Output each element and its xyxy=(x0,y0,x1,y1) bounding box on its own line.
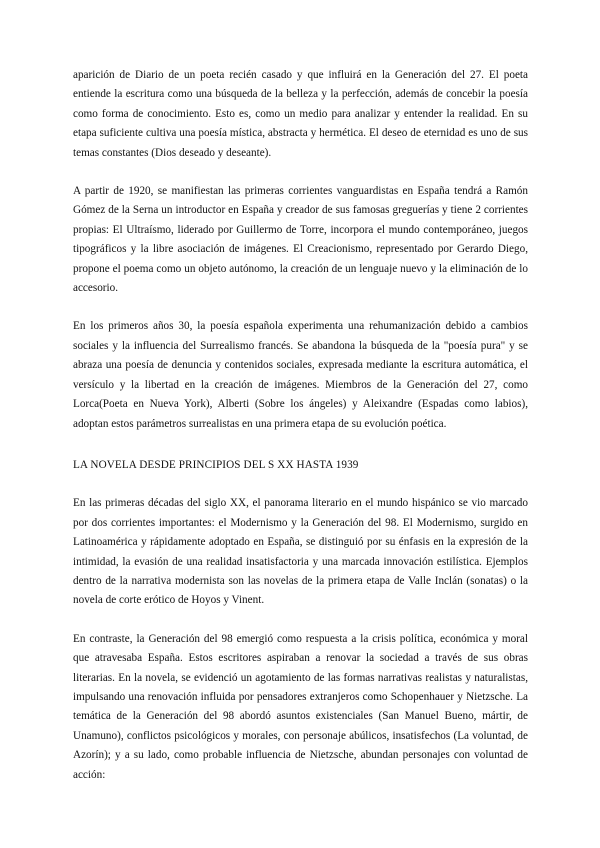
document-page xyxy=(73,66,528,804)
section-heading: LA NOVELA DESDE PRINCIPIOS DEL S XX HASTA 1939 xyxy=(73,458,359,471)
paragraph: A partir de 1920, se manifiestan las primeras corrientes vanguardistas en España tendrá a Ramón Gómez de la Serna un introductor en España y creador de sus famosas greguerías y tiene 2 corrientes propias: El Ultraísmo, liderado por Guillermo de Torre, incorpora el mundo contemporáneo, juegos tipográficos y la libre asociación de imágenes. El Creacionismo, representado por Gerardo Diego, propone el poema como un objeto autónomo, la creación de un lenguaje nuevo y la eliminación de lo accesorio. xyxy=(73,185,528,295)
paragraph: En contraste, la Generación del 98 emergió como respuesta a la crisis política, económica y moral que atravesaba España. Estos escritores aspiraban a renovar la sociedad a través de sus obras literarias. En la novela, se evidenció un agotamiento de las formas narrativas realistas y naturalistas, impulsando una renovación influida por pensadores extranjeros como Schopenhauer y Nietzsche. La temática de la Generación del 98 abordó asuntos existenciales (San Manuel Bueno, mártir, de Unamuno), conflictos psicológicos y morales, con personaje abúlicos, insatisfechos (La voluntad, de Azorín); y a su lado, como probable influencia de Nietzsche, abundan personajes con voluntad de acción: xyxy=(73,632,528,781)
paragraph: En las primeras décadas del siglo XX, el panorama literario en el mundo hispánico se vio marcado por dos corrientes importantes: el Modernismo y la Generación del 98. El Modernismo, surgido en Latinoamérica y rápidamente adoptado en España, se distinguió por su énfasis en la expresión de la intimidad, la evasión de una realidad insatisfactoria y una marcada innovación estilística. Ejemplos dentro de la narrativa modernista son las novelas de la primera etapa de Valle Inclán (sonatas) o la novela de corte erótico de Hoyos y Vinent. xyxy=(73,497,528,607)
paragraph: En los primeros años 30, la poesía española experimenta una rehumanización debido a cambios sociales y la influencia del Surrealismo francés. Se abandona la búsqueda de la "poesía pura" y se abraza una poesía de denuncia y contenidos sociales, expresada mediante la escritura automática, el versículo y la libertad en la creación de imágenes. Miembros de la Generación del 27, como Lorca(Poeta en Nueva York), Alberti (Sobre los ángeles) y Aleixandre (Espadas como labios), adoptan estos parámetros surrealistas en una primera etapa de su evolución poética. xyxy=(73,320,528,430)
paragraph: aparición de Diario de un poeta recién casado y que influirá en la Generación del 27. El poeta entiende la escritura como una búsqueda de la belleza y la perfección, además de concebir la poesía como forma de conocimiento. Esto es, como un medio para analizar y entender la realidad. En su etapa suficiente cultiva una poesía mística, abstracta y hermética. El deseo de eternidad es uno de sus temas constantes (Dios deseado y deseante). xyxy=(73,69,528,159)
